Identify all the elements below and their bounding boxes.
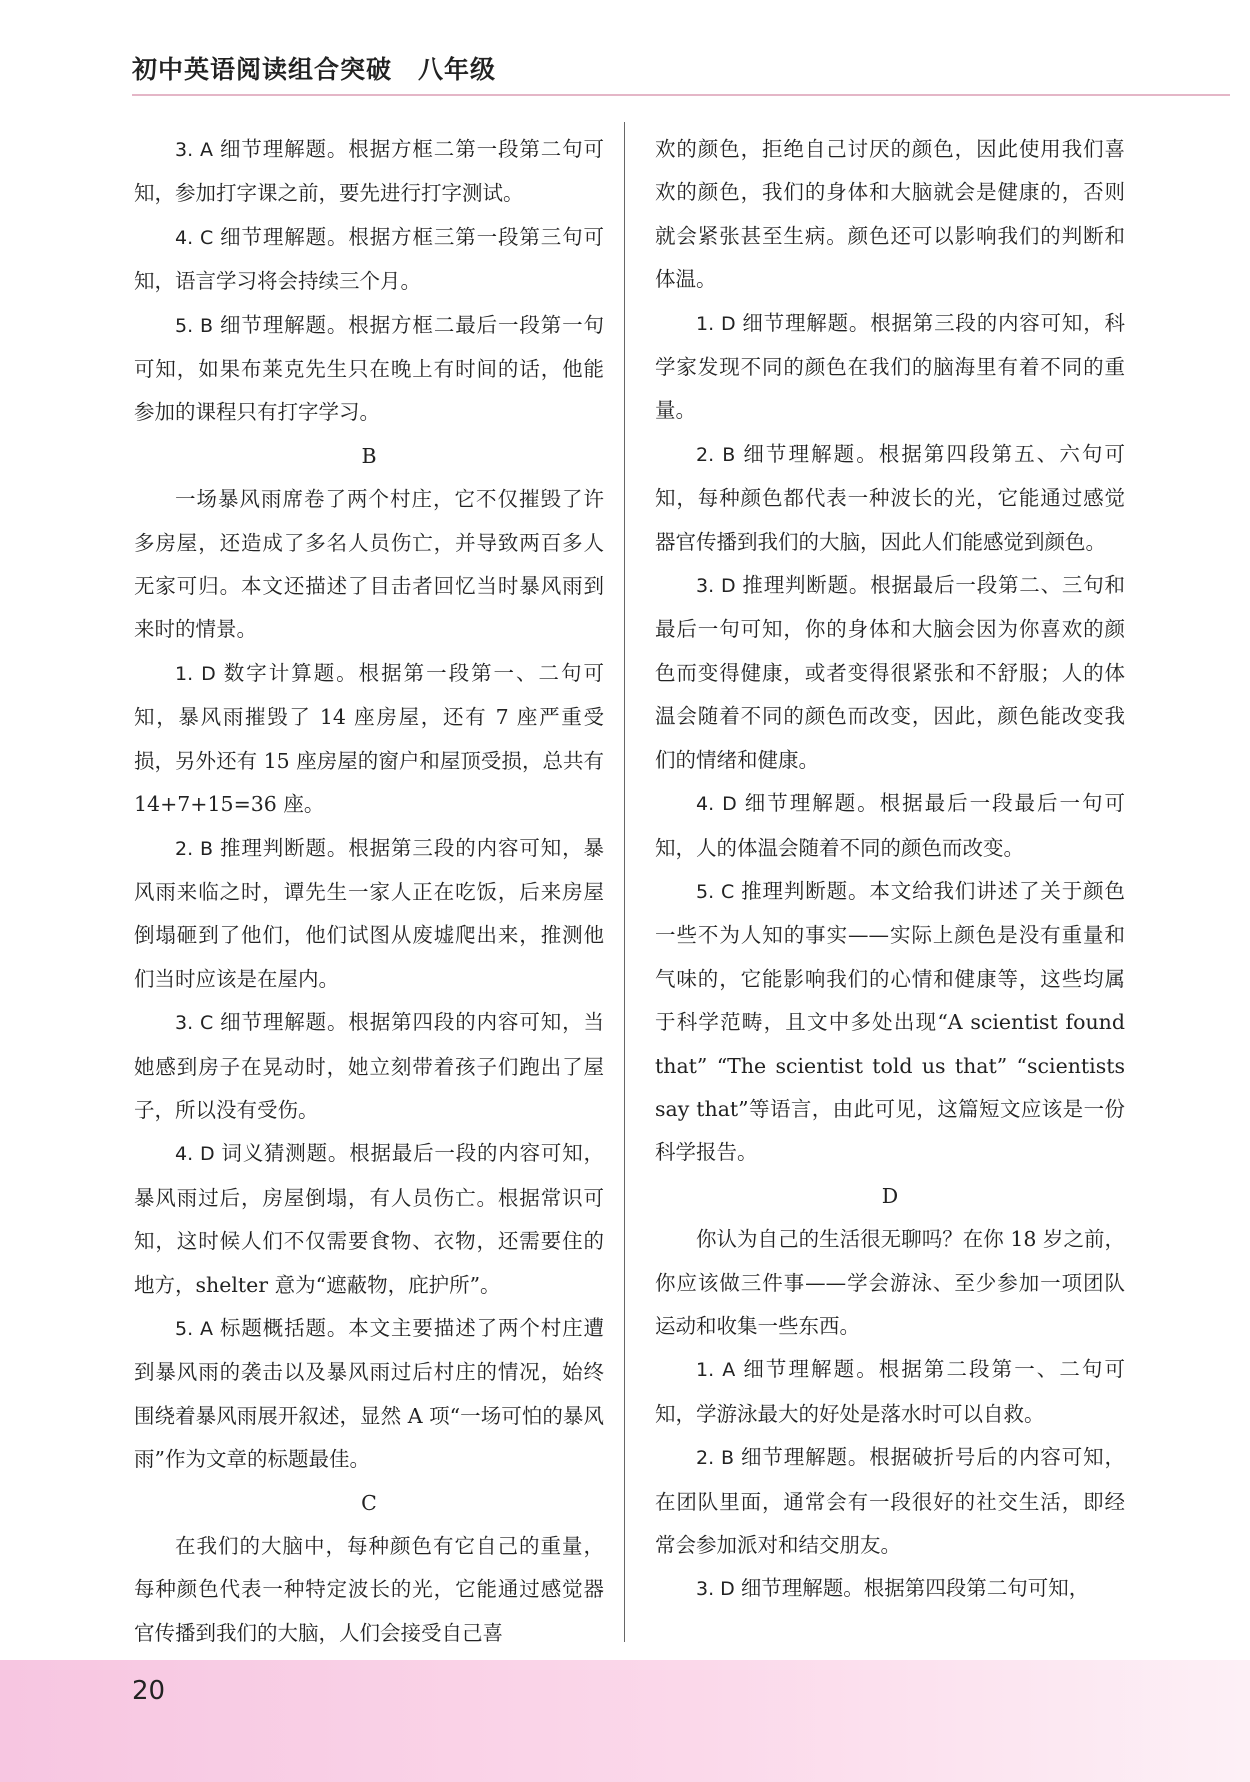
answer-item: [134, 1307, 604, 1482]
answer-item: [134, 827, 604, 1002]
paragraph: [134, 478, 604, 652]
answer-number: 1. D: [696, 312, 736, 335]
answer-item: [655, 870, 1125, 1175]
answer-number: 4. C: [175, 226, 214, 249]
answer-number: 2. B: [696, 443, 736, 466]
paragraph: [655, 128, 1125, 302]
footer-band: [0, 1660, 1250, 1782]
answer-text: 细节理解题。根据最后一段最后一句可知，人的体温会随着不同的颜色而改变。: [655, 791, 1125, 860]
answer-text: 标题概括题。本文主要描述了两个村庄遭到暴风雨的袭击以及暴风雨过后村庄的情况，始终围绕着暴风雨展开叙述，显然 A 项“一场可怕的暴风雨”作为文章的标题最佳。: [134, 1315, 605, 1472]
answer-number: 3. D: [696, 1578, 735, 1601]
answer-number: 3. A: [175, 139, 214, 161]
answer-text: 你认为自己的生活很无聊吗？在你 18 岁之前，你应该做三件事——学会游泳、至少参加一项团队运动和收集一些东西。: [655, 1227, 1125, 1338]
answer-text: 细节理解题。根据第三段的内容可知，科学家发现不同的颜色在我们的脑海里有着不同的重量。: [655, 310, 1125, 423]
answer-number: 1. D: [175, 662, 216, 685]
paragraph: [655, 1218, 1125, 1348]
answer-text: 细节理解题。根据第二段第一、二句可知，学游泳最大的好处是落水时可以自救。: [655, 1357, 1126, 1426]
answer-number: 4. D: [175, 1143, 215, 1166]
header-title: 初中英语阅读组合突破 八年级: [132, 55, 497, 84]
answer-item: [655, 564, 1125, 782]
answer-text: 在我们的大脑中，每种颜色有它自己的重量，每种颜色代表一种特定波长的光，它能通过感觉器官传播到我们的大脑，人们会接受自己喜: [134, 1534, 604, 1645]
answer-number: 5. B: [175, 314, 214, 337]
answer-text: 推理判断题。本文给我们讲述了关于颜色一些不为人知的事实——实际上颜色是没有重量和气味的，它能影响我们的心情和健康等，这些均属于科学范畴，且文中多处出现“A scientist found that” “The scientist told us that” “scientists say that”等语言，由此可见，这篇短文应该是一份科学报告。: [655, 878, 1126, 1165]
answer-item: [655, 1436, 1125, 1567]
left-column: [134, 128, 604, 1655]
answer-text: 词义猜测题。根据最后一段的内容可知，暴风雨过后，房屋倒塌，有人员伤亡。根据常识可知，这时候人们不仅需要食物、衣物，还需要住的地方，shelter 意为“遮蔽物，庇护所”。: [134, 1141, 604, 1297]
answer-item: [655, 433, 1125, 564]
answer-item: [134, 304, 604, 435]
answer-number: 2. B: [175, 837, 214, 860]
answer-number: 5. A: [175, 1317, 214, 1340]
answer-number: 1. A: [696, 1359, 736, 1382]
section-heading: B: [361, 443, 377, 468]
answer-item: [655, 1567, 1125, 1611]
answer-text: 推理判断题。根据第三段的内容可知，暴风雨来临之时，谭先生一家人正在吃饭，后来房屋倒塌砸到了他们，他们试图从废墟爬出来，推测他们当时应该是在屋内。: [134, 835, 605, 991]
answer-item: [134, 1132, 604, 1307]
paragraph: [134, 1525, 604, 1655]
answer-text: 细节理解题。根据第四段的内容可知，当她感到房子在晃动时，她立刻带着孩子们跑出了屋子，所以没有受伤。: [134, 1010, 605, 1122]
answer-number: 3. D: [696, 575, 736, 598]
answer-number: 4. D: [696, 793, 737, 816]
answer-text: 欢的颜色，拒绝自己讨厌的颜色，因此使用我们喜欢的颜色，我们的身体和大脑就会是健康的，否则就会紧张甚至生病。颜色还可以影响我们的判断和体温。: [655, 137, 1125, 292]
answer-number: 3. C: [175, 1012, 214, 1035]
answer-text: 细节理解题。根据方框二最后一段第一句可知，如果布莱克先生只在晚上有时间的话，他能参加的课程只有打字学习。: [134, 312, 605, 425]
column-divider: [624, 122, 625, 1642]
answer-item: [134, 652, 604, 827]
answer-text: 数字计算题。根据第一段第一、二句可知，暴风雨摧毁了 14 座房屋，还有 7 座严重受损，另外还有 15 座房屋的窗户和屋顶受损，总共有 14+7+15=36 座。: [134, 660, 604, 817]
answer-item: [134, 216, 604, 304]
answer-number: 2. B: [696, 1447, 735, 1470]
answer-item: [655, 302, 1125, 433]
answer-number: 5. C: [696, 880, 735, 903]
answer-item: [134, 128, 604, 216]
answer-item: [655, 1348, 1125, 1436]
answer-item: [134, 1001, 604, 1132]
answer-text: 细节理解题。根据第四段第五、六句可知，每种颜色都代表一种波长的光，它能通过感觉器官传播到我们的大脑，因此人们能感觉到颜色。: [655, 441, 1126, 554]
answer-text: 细节理解题。根据方框二第一段第二句可知，参加打字课之前，要先进行打字测试。: [134, 137, 605, 206]
header-rule: [132, 94, 1230, 96]
right-column: [655, 128, 1125, 1612]
answer-text: 细节理解题。根据第四段第二句可知，: [740, 1576, 1090, 1601]
answer-item: [655, 782, 1125, 870]
page-number: 20: [132, 1676, 166, 1706]
answer-text: 细节理解题。根据方框三第一段第三句可知，语言学习将会持续三个月。: [134, 224, 605, 294]
section-heading: D: [881, 1183, 899, 1208]
answer-text: 一场暴风雨席卷了两个村庄，它不仅摧毁了许多房屋，还造成了多名人员伤亡，并导致两百多人无家可归。本文还描述了目击者回忆当时暴风雨到来时的情景。: [134, 487, 604, 642]
answer-text: 细节理解题。根据破折号后的内容可知，在团队里面，通常会有一段很好的社交生活，即经常会参加派对和结交朋友。: [655, 1445, 1126, 1557]
section-heading: C: [361, 1490, 377, 1515]
answer-text: 推理判断题。根据最后一段第二、三句和最后一句可知，你的身体和大脑会因为你喜欢的颜色而变得健康，或者变得很紧张和不舒服；人的体温会随着不同的颜色而改变，因此，颜色能改变我们的情绪和健康。: [655, 573, 1125, 772]
